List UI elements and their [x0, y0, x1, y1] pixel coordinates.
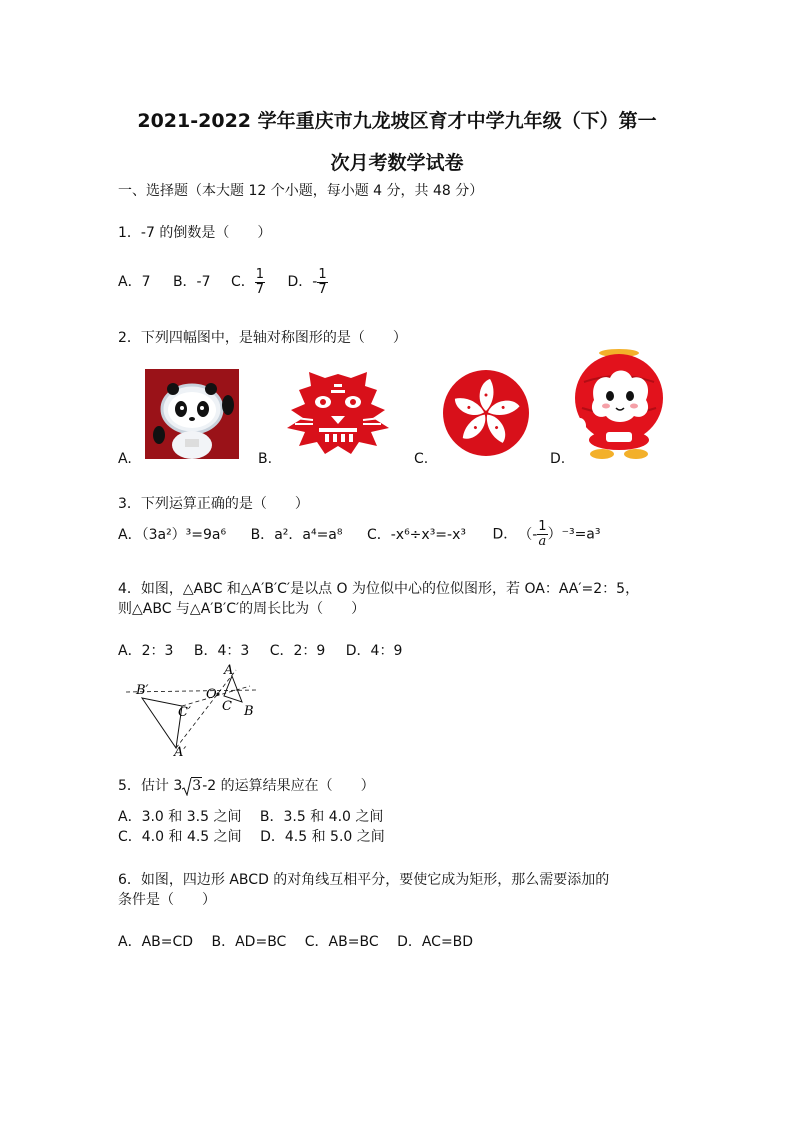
- q6-option-b: B．AD=BC: [211, 934, 287, 950]
- section-heading: 一、选择题（本大题 12 个小题，每小题 4 分，共 48 分）: [118, 183, 484, 199]
- bauhinia-flag-icon: [442, 369, 530, 461]
- q5-option-d: D．4.5 和 5.0 之间: [260, 829, 385, 845]
- question-6-stem-line1: 6．如图，四边形 ABCD 的对角线互相平分，要使它成为矩形，那么需要添加的: [118, 872, 610, 888]
- q1-option-b: B．-7: [172, 274, 211, 290]
- q5-stem-post: -2 的运算结果应在（ ）: [202, 778, 375, 794]
- label-b-prime: B′: [136, 683, 149, 698]
- q1-c-fraction: [255, 268, 265, 297]
- q6-option-a: A．AB=CD: [118, 934, 194, 950]
- label-a: A: [224, 663, 234, 678]
- center-point-o: [217, 693, 220, 696]
- q2-option-d: D.: [550, 451, 566, 467]
- q3-option-d-post: ）⁻³=a³: [547, 526, 601, 543]
- q4-option-a: A．2：3: [118, 643, 174, 659]
- q3-option-c: [367, 522, 466, 548]
- q2-option-a: A.: [118, 451, 132, 467]
- q3-option-b: [251, 522, 343, 548]
- q2-option-c: C.: [414, 451, 429, 467]
- q5-option-b: B．3.5 和 4.0 之间: [259, 809, 384, 825]
- question-2-stem: 2．下列四幅图中，是轴对称图形的是（ ）: [118, 330, 407, 346]
- q4-homothety-figure: [118, 660, 278, 764]
- q1-option-d: [287, 266, 327, 298]
- q3-option-d-pre: （-: [525, 526, 538, 543]
- question-1-stem: 1．-7 的倒数是（ ）: [118, 225, 272, 241]
- triangle-a2b2c2: [142, 698, 182, 748]
- q3-option-a-label: A．: [118, 526, 142, 543]
- q4-option-d: D．4：9: [345, 643, 403, 659]
- q3-option-d: [492, 520, 600, 549]
- q5-sqrt: [182, 778, 202, 794]
- question-4-stem-line2: 则△ABC 与△A′B′C′的周长比为（ ）: [118, 601, 366, 617]
- q5-options-row2: [118, 826, 385, 846]
- question-4-stem-line1: 4．如图，△ABC 和△A′B′C′是以点 O 为位似中心的位似图形，若 OA：AA′=2：5，: [118, 581, 640, 597]
- question-6-options: [118, 931, 473, 951]
- q5-option-a: A．3.0 和 3.5 之间: [118, 809, 242, 825]
- q3-d-denominator: a: [538, 534, 547, 549]
- q1-c-denominator: 7: [255, 281, 265, 297]
- q1-c-numerator: 1: [255, 266, 265, 282]
- q3-d-fraction: [537, 520, 547, 549]
- q1-option-a: A．7: [118, 274, 151, 290]
- exam-title-line2: 次月考数学试卷: [330, 152, 464, 174]
- q3-option-a-expr: （3a²）³=9a⁶: [141, 526, 227, 543]
- question-4-options: [118, 640, 402, 660]
- q2-option-b: B.: [258, 451, 273, 467]
- question-1-options: [118, 266, 328, 298]
- q6-option-c: C．AB=BC: [304, 934, 379, 950]
- question-3-stem: 3．下列运算正确的是（ ）: [118, 496, 309, 512]
- q3-option-c-label: C．: [366, 526, 391, 543]
- q1-d-fraction: [317, 268, 327, 297]
- q4-option-b: B．4：3: [193, 643, 250, 659]
- panda-mascot-icon: [145, 369, 239, 463]
- question-5-stem: [118, 775, 375, 795]
- q1-d-numerator: 1: [318, 266, 327, 282]
- q4-option-c: C．2：9: [269, 643, 326, 659]
- paper-cut-tiger-icon: [281, 370, 395, 460]
- label-a-prime: A′: [174, 745, 187, 760]
- q1-d-denominator: 7: [318, 281, 327, 297]
- q1-option-d-label: D．-: [287, 274, 318, 290]
- q3-option-c-expr: -x⁶÷x³=-x³: [390, 526, 466, 543]
- q1-option-c: [231, 266, 265, 298]
- q3-d-numerator: 1: [538, 519, 547, 534]
- label-c: C: [222, 699, 232, 714]
- question-3-options: [118, 520, 601, 549]
- lantern-mascot-icon: [572, 348, 666, 464]
- q3-option-a: [118, 522, 226, 548]
- label-o: O: [206, 687, 217, 702]
- q3-option-b-expr: a²．a⁴=a⁸: [274, 526, 343, 543]
- q5-option-c: C．4.0 和 4.5 之间: [118, 829, 242, 845]
- question-6-stem-line2: 条件是（ ）: [118, 892, 216, 908]
- q5-radicand: 3: [192, 778, 202, 794]
- q1-option-c-label: C．: [230, 274, 255, 290]
- q5-options-row1: [118, 806, 383, 826]
- q6-option-d: D．AC=BD: [397, 934, 474, 950]
- q5-stem-pre: 5．估计 3: [118, 778, 183, 794]
- q3-option-d-label: D．: [492, 526, 518, 543]
- label-b: B: [244, 704, 254, 719]
- q3-option-b-label: B．: [250, 526, 275, 543]
- label-c-prime: C′: [178, 705, 191, 720]
- exam-title-line1: 2021-2022 学年重庆市九龙坡区育才中学九年级（下）第一: [137, 110, 657, 132]
